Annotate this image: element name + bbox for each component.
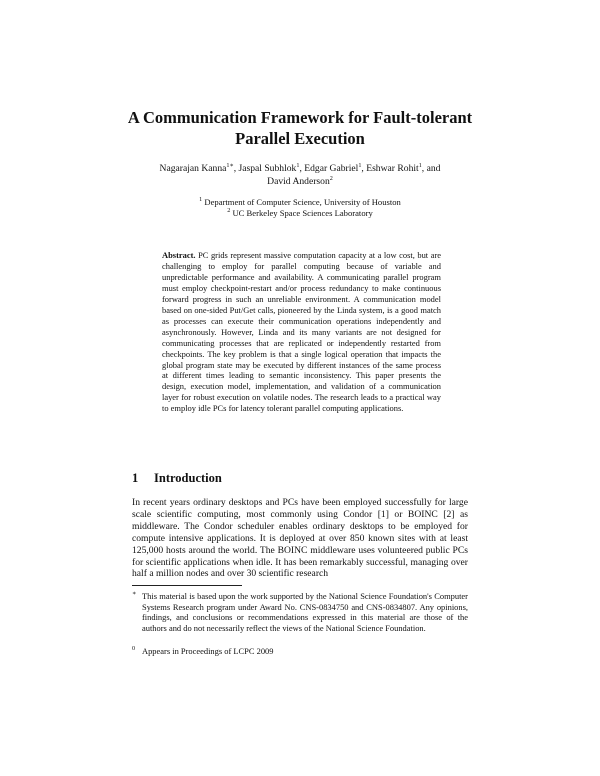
author-mark: 1 xyxy=(296,162,300,169)
section-title: Introduction xyxy=(154,471,222,485)
intro-paragraph: In recent years ordinary desktops and PCs have been employed successfully for large scale scientific computing, most commonly using Condor [1] or BOINC [2] as middleware. The Condor scheduler enables ordinary desktops to be employed for compute intensive applications. It is deployed at over 850 known sites with at least 125,000 hosts around the world. The BOINC middleware uses volunteered public PCs for scientific applications when idle. It has been remarkably successful, managing over half a million nodes and over 30 scientific research xyxy=(132,497,468,580)
author-name: David Anderson xyxy=(267,175,330,187)
affiliation-text: Department of Computer Science, University of Houston xyxy=(204,197,401,207)
author-sep: , xyxy=(299,163,305,174)
author-name: Eshwar Rohit xyxy=(366,163,419,174)
footnote-text: Appears in Proceedings of LCPC 2009 xyxy=(142,646,274,656)
author-mark: 1 xyxy=(358,162,362,169)
author-sep: , xyxy=(233,163,239,174)
footnote xyxy=(132,646,468,657)
footnote-mark: 0 xyxy=(132,645,136,652)
author-name: Edgar Gabriel xyxy=(304,163,359,174)
abstract-text: PC grids represent massive computation capacity at a low cost, but are challenging to employ for parallel computing because of variable and unpredictable performance and availability. A communicating parallel program must employ checkpoint-restart and/or process redundancy to make continuous forward progress in such an unreliable environment. A communication model based on one-sided Put/Get calls, pioneered by the Linda system, is a good match as processes can execute their communication operations independently and asynchronously. However, Linda and its many variants are not designed for communicating processes that are replicated or independently restarted from checkpoints. The key problem is that a single logical operation that impacts the global program state may be executed by different instances of the same process at different times leading to semantic inconsistency. This paper presents the design, execution model, implementation, and validation of a communication layer for robust execution on volatile nodes. The research leads to a practical way to employ idle PCs for latency tolerant parallel computing applications. xyxy=(162,250,442,414)
affiliation-mark: 2 xyxy=(227,207,231,214)
section-number: 1 xyxy=(132,471,139,485)
affiliation-item xyxy=(100,208,500,219)
author-mark: 1∗ xyxy=(226,162,234,169)
affiliation-mark: 1 xyxy=(199,196,203,203)
affiliation-item xyxy=(100,197,500,208)
author-name: Jaspal Subhlok xyxy=(238,163,297,174)
author-mark: 1 xyxy=(418,162,422,169)
author-sep: , xyxy=(361,163,367,174)
affiliations xyxy=(100,197,500,219)
paper-title xyxy=(80,107,520,149)
abstract-label: Abstract. xyxy=(162,250,196,260)
footnote xyxy=(132,591,468,633)
section-heading xyxy=(132,471,222,486)
author-mark: 2 xyxy=(329,174,333,182)
affiliation-text: UC Berkeley Space Sciences Laboratory xyxy=(232,208,373,218)
title-line-2: Parallel Execution xyxy=(235,129,365,148)
author-sep: , and xyxy=(421,163,441,174)
footnote-text: This material is based upon the work supported by the National Science Foundation's Computer Systems Research program under Award No. CNS-0834750 and CNS-0834807. Any opinions, findings, and conclusions or recommendations expressed in this material are those of the authors and do not necessarily reflect the views of the National Science Foundation. xyxy=(142,591,468,633)
author-list xyxy=(100,163,500,188)
author-name: Nagarajan Kanna xyxy=(159,163,227,174)
title-line-1: A Communication Framework for Fault-tolerant xyxy=(127,108,473,127)
footnote-mark: ∗ xyxy=(132,590,137,597)
abstract xyxy=(162,250,441,414)
footnote-rule xyxy=(132,585,242,586)
